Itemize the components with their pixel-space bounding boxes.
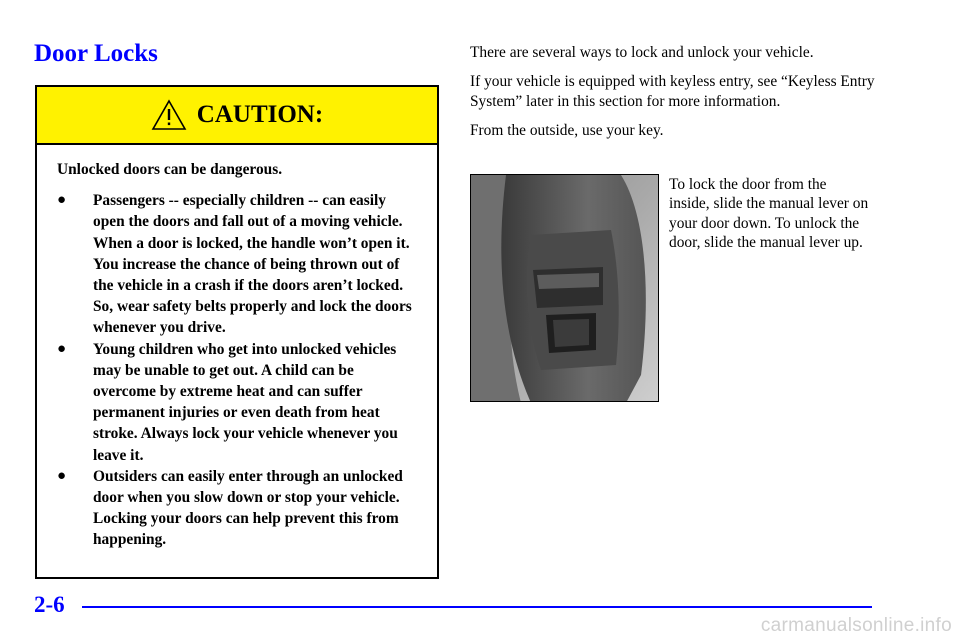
footer-divider xyxy=(82,606,872,608)
bullet-text: Young children who get into unlocked vehicles may be unable to get out. A child can be overcome by extreme heat and can suffer permanent injuries or even death from heat stroke. Always lock your vehicle whenever you leave it. xyxy=(93,340,398,464)
list-item xyxy=(57,466,417,551)
caution-header xyxy=(37,87,437,145)
watermark: carmanualsonline.info xyxy=(760,615,952,636)
figure-caption: To lock the door from the inside, slide the manual lever on your door down. To unlock the door, slide the manual lever up. xyxy=(669,176,869,252)
list-item xyxy=(57,190,417,338)
paragraph: From the outside, use your key. xyxy=(470,122,664,139)
paragraph: There are several ways to lock and unlock your vehicle. xyxy=(470,44,814,61)
caution-intro: Unlocked doors can be dangerous. xyxy=(57,161,283,178)
caution-body xyxy=(37,145,437,551)
caution-box xyxy=(35,85,439,579)
main-text xyxy=(470,43,890,150)
bullet-icon: ● xyxy=(57,467,67,484)
door-lever-image xyxy=(471,175,659,402)
caution-bullet-list xyxy=(57,190,417,550)
warning-triangle-icon xyxy=(151,99,187,131)
bullet-icon: ● xyxy=(57,340,67,357)
caution-title: CAUTION: xyxy=(196,101,324,128)
page-title: Door Locks xyxy=(34,40,158,67)
paragraph: If your vehicle is equipped with keyless entry, see “Keyless Entry System” later in this section for more information. xyxy=(470,73,875,110)
list-item xyxy=(57,339,417,466)
door-lock-lever-photo xyxy=(470,174,659,402)
page-number: 2-6 xyxy=(34,592,65,617)
bullet-icon: ● xyxy=(57,192,67,209)
bullet-text: Passengers -- especially children -- can easily open the doors and fall out of a moving vehicle. When a door is locked, the handle won’t open it. You increase the chance of being thrown out of the vehicle in a crash if the doors aren’t locked. So, wear safety belts properly and lock the doors whenever you drive. xyxy=(93,192,412,337)
bullet-text: Outsiders can easily enter through an unlocked door when you slow down or stop your vehicle. Locking your doors can help prevent this from happening. xyxy=(93,467,403,549)
